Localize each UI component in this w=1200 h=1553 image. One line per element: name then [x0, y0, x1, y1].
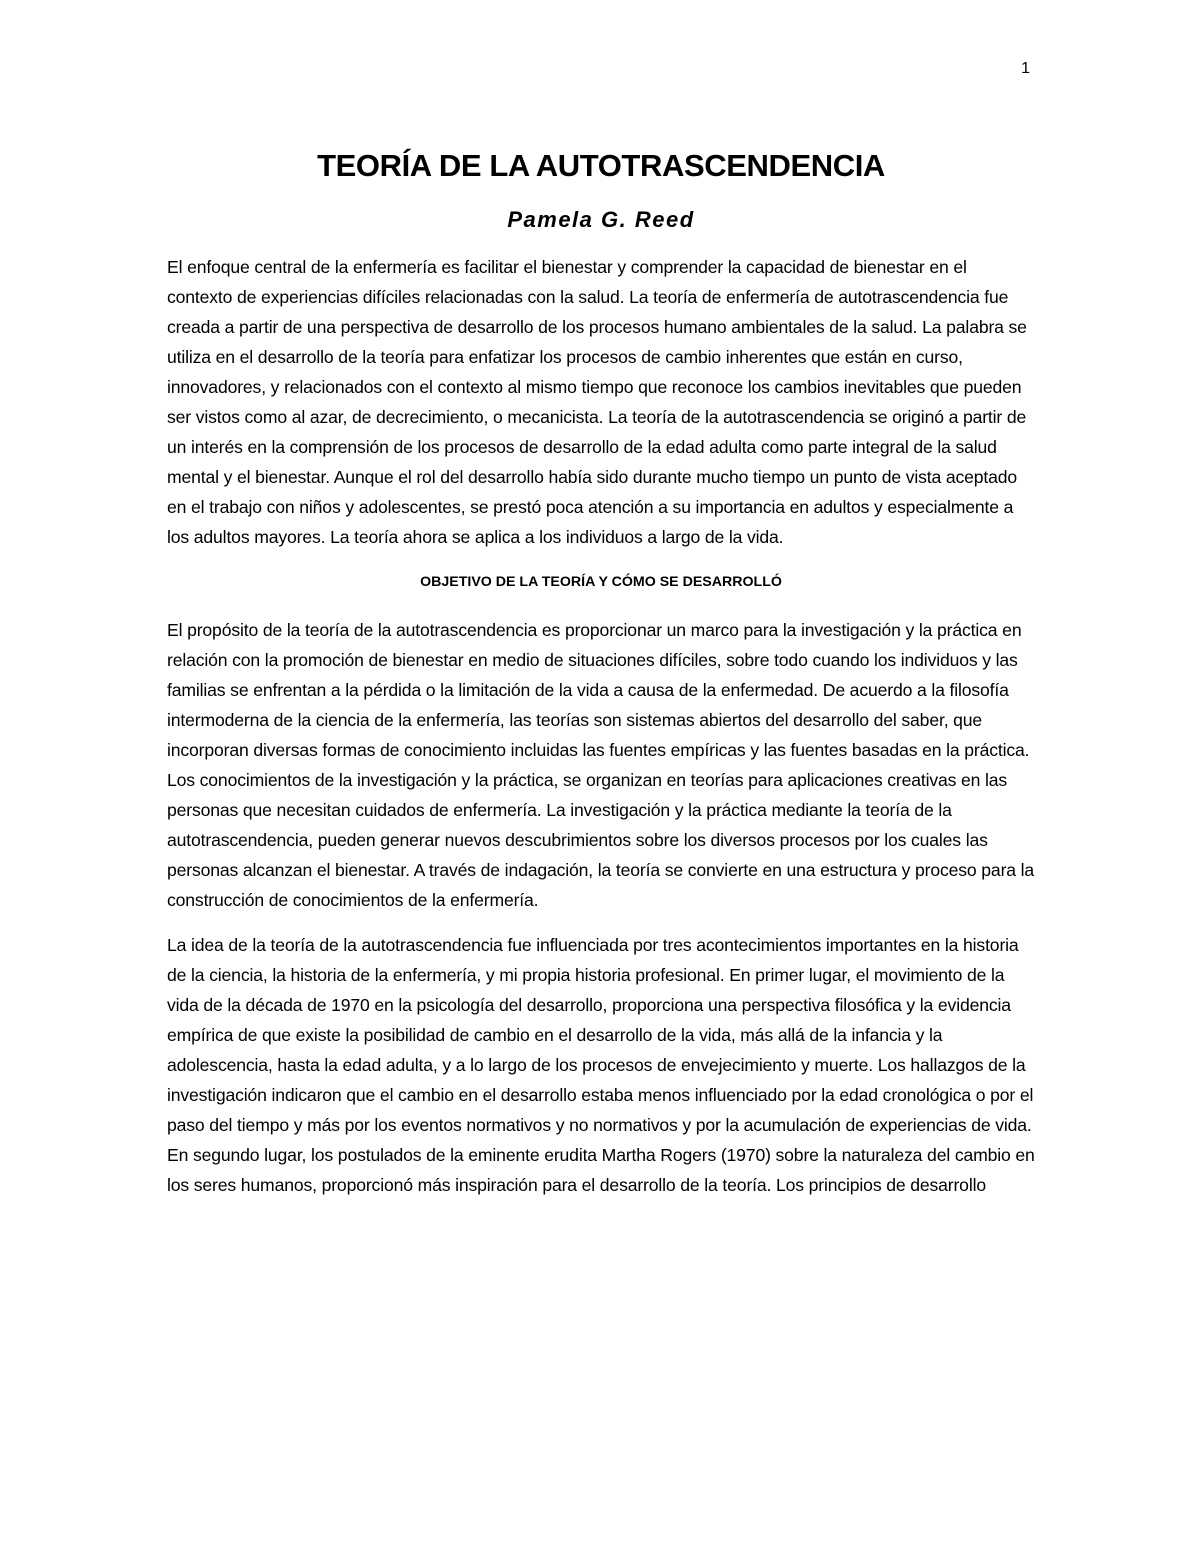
document-body	[167, 140, 1035, 1215]
paragraph-intro: El enfoque central de la enfermería es facilitar el bienestar y comprender la capacidad de bienestar en el contexto de experiencias difíciles relacionadas con la salud. La teoría de enfermería de autotrascendencia fue creada a partir de una perspectiva de desarrollo de los procesos humano ambientales de la salud. La palabra se utiliza en el desarrollo de la teoría para enfatizar los procesos de cambio inherentes que están en curso, innovadores, y relacionados con el contexto al mismo tiempo que reconoce los cambios inevitables que pueden ser vistos como al azar, de decrecimiento, o mecanicista. La teoría de la autotrascendencia se originó a partir de un interés en la comprensión de los procesos de desarrollo de la edad adulta como parte integral de la salud mental y el bienestar. Aunque el rol del desarrollo había sido durante mucho tiempo un punto de vista aceptado en el trabajo con niños y adolescentes, se prestó poca atención a su importancia en adultos y especialmente a los adultos mayores. La teoría ahora se aplica a los individuos a largo de la vida.	[167, 257, 1027, 547]
document-author: Pamela G. Reed	[507, 207, 695, 232]
section-heading: OBJETIVO DE LA TEORÍA Y CÓMO SE DESARROLLÓ	[420, 574, 782, 590]
paragraph-purpose: El propósito de la teoría de la autotrascendencia es proporcionar un marco para la investigación y la práctica en relación con la promoción de bienestar en medio de situaciones difíciles, sobre todo cuando los individuos y las familias se enfrentan a la pérdida o la limitación de la vida a causa de la enfermedad. De acuerdo a la filosofía intermoderna de la ciencia de la enfermería, las teorías son sistemas abiertos del desarrollo del saber, que incorporan diversas formas de conocimiento incluidas las fuentes empíricas y las fuentes basadas en la práctica. Los conocimientos de la investigación y la práctica, se organizan en teorías para aplicaciones creativas en las personas que necesitan cuidados de enfermería. La investigación y la práctica mediante la teoría de la autotrascendencia, pueden generar nuevos descubrimientos sobre los diversos procesos por los cuales las personas alcanzan el bienestar. A través de indagación, la teoría se convierte en una estructura y proceso para la construcción de conocimientos de la enfermería.	[167, 620, 1035, 910]
page-number: 1	[1021, 60, 1030, 77]
document-title: TEORÍA DE LA AUTOTRASCENDENCIA	[317, 148, 885, 183]
paragraph-history: La idea de la teoría de la autotrascendencia fue influenciada por tres acontecimientos importantes en la historia de la ciencia, la historia de la enfermería, y mi propia historia profesional. En primer lugar, el movimiento de la vida de la década de 1970 en la psicología del desarrollo, proporciona una perspectiva filosófica y la evidencia empírica de que existe la posibilidad de cambio en el desarrollo de la vida, más allá de la infancia y la adolescencia, hasta la edad adulta, y a lo largo de los procesos de envejecimiento y muerte. Los hallazgos de la investigación indicaron que el cambio en el desarrollo estaba menos influenciado por la edad cronológica o por el paso del tiempo y más por los eventos normativos y no normativos y por la acumulación de experiencias de vida. En segundo lugar, los postulados de la eminente erudita Martha Rogers (1970) sobre la naturaleza del cambio en los seres humanos, proporcionó más inspiración para el desarrollo de la teoría. Los principios de desarrollo	[167, 935, 1035, 1195]
